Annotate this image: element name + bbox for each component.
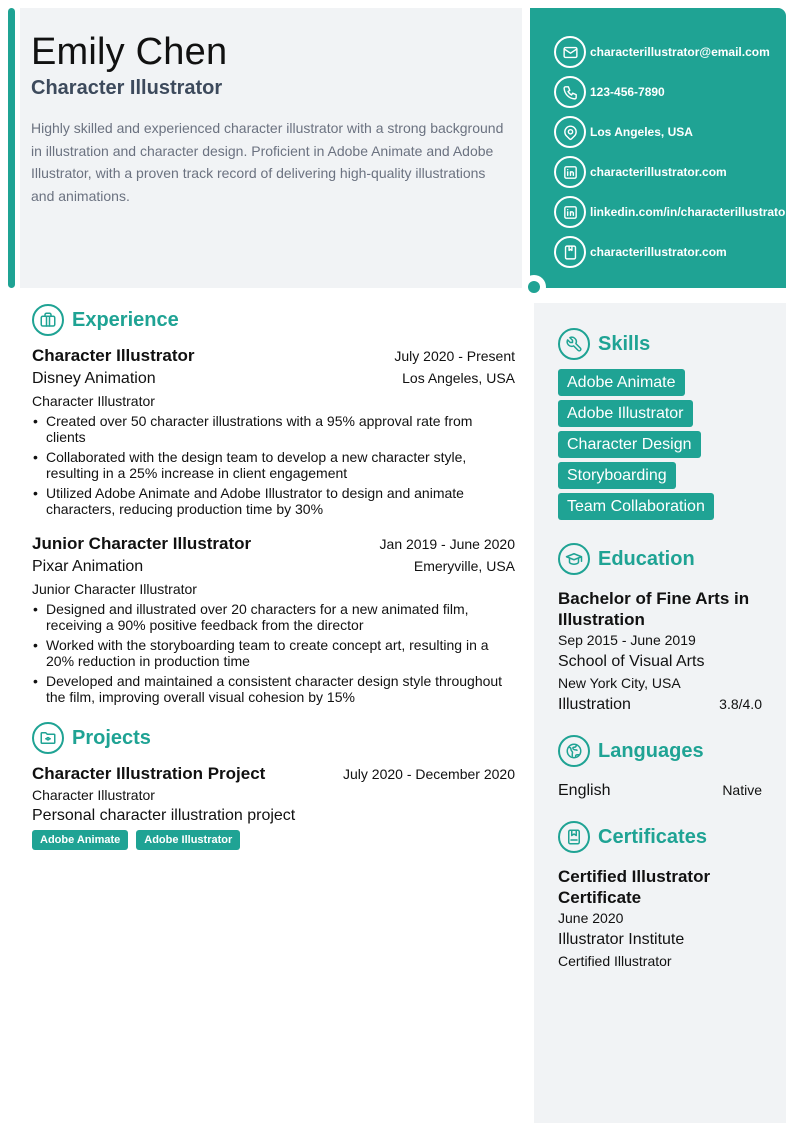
skill-list [558, 369, 762, 524]
summary: Highly skilled and experienced character illustrator with a strong background in illustration and character design. Proficient in Adobe Animate and Adobe Illustrator, with a proven track record of delivering high-quality illustrations and animations. [31, 120, 504, 204]
projects-section [32, 721, 515, 850]
section-title: Certificates [598, 825, 707, 848]
contact-email[interactable] [554, 32, 786, 72]
folder-icon [32, 722, 64, 754]
project-entry [32, 763, 515, 850]
language-level: Native [722, 782, 762, 798]
skill-tag: Character Design [558, 431, 701, 458]
project-description: Personal character illustration project [32, 807, 296, 824]
wrench-icon [558, 328, 590, 360]
sidebar [534, 303, 786, 1123]
bullet-item: • Created over 50 character illustrations with a 95% approval rate from clients [32, 413, 515, 445]
job-bullets [32, 413, 515, 517]
education-section [558, 542, 762, 716]
project-tags [32, 830, 515, 850]
skills-section [558, 327, 762, 524]
contact-text: characterillustrator.com [590, 165, 727, 179]
degree: Bachelor of Fine Arts in Illustration [558, 589, 750, 629]
skills-header [558, 327, 762, 361]
bullet-item: • Designed and illustrated over 20 characters for a new animated film, receiving a 90% positive feedback from the director [32, 601, 515, 633]
globe-icon [558, 735, 590, 767]
section-title: Experience [72, 308, 179, 331]
job-location: Emeryville, USA [413, 558, 515, 574]
contact-linkedin[interactable] [554, 192, 791, 232]
contact-text: characterillustrator@email.com [590, 45, 770, 59]
bullet-item: • Worked with the storyboarding team to create concept art, resulting in a 20% reduction in production time [32, 637, 515, 669]
project-role: Character Illustrator [32, 787, 155, 803]
certificates-section [558, 820, 762, 972]
accent-bar [8, 8, 15, 288]
field-of-study: Illustration [558, 696, 631, 713]
bullet-item: • Collaborated with the design team to develop a new character style, resulting in a 25% increase in client engagement [32, 449, 515, 481]
contact-text: 123-456-7890 [590, 85, 665, 99]
portfolio-icon [554, 236, 586, 268]
bullet-item: • Utilized Adobe Animate and Adobe Illustrator to design and animate characters, reducing production time by 30% [32, 485, 515, 517]
experience-section [32, 303, 515, 705]
project-tag: Adobe Animate [32, 830, 128, 850]
languages-header [558, 734, 762, 768]
project-tag: Adobe Illustrator [136, 830, 240, 850]
phone-icon [554, 76, 586, 108]
languages-section [558, 734, 762, 802]
linkedin-icon [554, 156, 586, 188]
skill-tag: Adobe Animate [558, 369, 685, 396]
job-title: Junior Character Illustrator [32, 534, 252, 553]
company: Disney Animation [32, 370, 156, 387]
certificate-name: Certified Illustrator Certificate [558, 867, 711, 907]
header-panel [20, 8, 522, 288]
contact-panel [530, 8, 791, 288]
main-column [32, 303, 515, 850]
language-item [558, 780, 762, 802]
language-name: English [558, 782, 611, 799]
section-title: Projects [72, 726, 151, 749]
email-icon [554, 36, 586, 68]
job-role: Character Illustrator [32, 393, 155, 409]
certificate-issuer: Illustrator Institute [558, 931, 685, 948]
school: School of Visual Arts [558, 653, 705, 670]
project-date: July 2020 - December 2020 [343, 766, 515, 782]
certificate-date: June 2020 [558, 910, 624, 926]
school-location: New York City, USA [558, 675, 681, 691]
skill-tag: Adobe Illustrator [558, 400, 693, 427]
graduation-cap-icon [558, 543, 590, 575]
contact-text: linkedin.com/in/characterillustrator [590, 205, 791, 219]
job-location: Los Angeles, USA [402, 370, 515, 386]
section-title: Skills [598, 332, 651, 355]
certificate-icon [558, 821, 590, 853]
briefcase-icon [32, 304, 64, 336]
job-bullets [32, 601, 515, 705]
job-title: Character Illustrator [32, 346, 195, 365]
bullet-item: • Developed and maintained a consistent character design style throughout the film, improving overall visual cohesion by 15% [32, 673, 515, 705]
job-entry [32, 345, 515, 517]
contact-text: characterillustrator.com [590, 245, 727, 259]
projects-header [32, 721, 515, 755]
section-title: Education [598, 547, 695, 570]
company: Pixar Animation [32, 558, 144, 575]
candidate-role: Character Illustrator [31, 77, 223, 99]
project-title: Character Illustration Project [32, 764, 266, 783]
contact-location [554, 112, 786, 152]
certificate-credential: Certified Illustrator [558, 953, 672, 969]
contact-text: Los Angeles, USA [590, 125, 693, 139]
certificates-header [558, 820, 762, 854]
linkedin-icon [554, 196, 586, 228]
education-date: Sep 2015 - June 2019 [558, 632, 696, 648]
contact-phone[interactable] [554, 72, 786, 112]
job-date: July 2020 - Present [394, 348, 515, 364]
experience-header [32, 303, 515, 337]
gpa: 3.8/4.0 [719, 696, 762, 712]
contact-website[interactable] [554, 152, 786, 192]
candidate-name: Emily Chen [31, 31, 228, 73]
job-entry [32, 533, 515, 705]
education-header [558, 542, 762, 576]
job-date: Jan 2019 - June 2020 [379, 536, 515, 552]
contact-portfolio[interactable] [554, 232, 786, 272]
skill-tag: Team Collaboration [558, 493, 714, 520]
section-title: Languages [598, 739, 704, 762]
location-icon [554, 116, 586, 148]
divider-dot [528, 281, 540, 293]
skill-tag: Storyboarding [558, 462, 676, 489]
job-role: Junior Character Illustrator [32, 581, 197, 597]
